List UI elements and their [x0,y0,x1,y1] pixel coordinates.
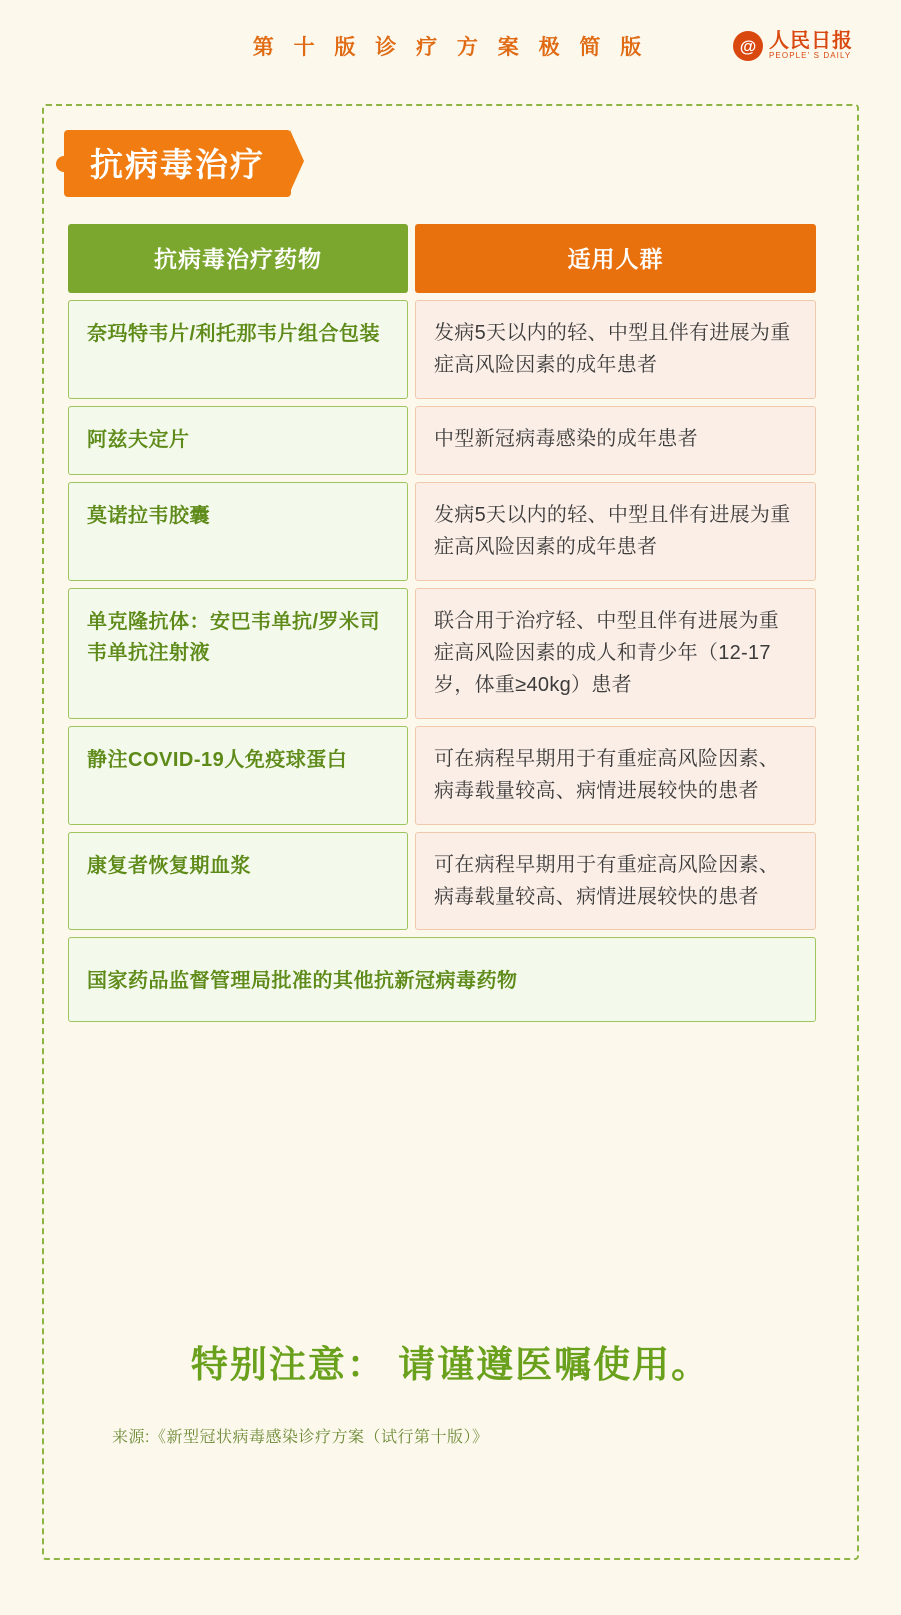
cell-drug-name: 单克隆抗体：安巴韦单抗/罗米司韦单抗注射液 [68,588,408,719]
cell-target-group: 可在病程早期用于有重症高风险因素、病毒载量较高、病情进展较快的患者 [415,832,816,931]
cell-drug-name: 莫诺拉韦胶囊 [68,482,408,581]
table-row [68,406,816,475]
section-tag-label: 抗病毒治疗 [64,130,291,197]
table-header-row [68,224,816,293]
cell-target-group: 联合用于治疗轻、中型且伴有进展为重症高风险因素的成人和青少年（12-17岁，体重≥40kg）患者 [415,588,816,719]
page-title: 第 十 版 诊 疗 方 案 极 简 版 [252,36,649,59]
column-header-group: 适用人群 [415,224,816,293]
column-header-drug: 抗病毒治疗药物 [68,224,408,293]
cell-drug-name: 静注COVID-19人免疫球蛋白 [68,726,408,825]
cell-target-group: 发病5天以内的轻、中型且伴有进展为重症高风险因素的成年患者 [415,300,816,399]
logo-name-cn: 人民日报 [769,30,853,53]
cell-target-group: 可在病程早期用于有重症高风险因素、病毒载量较高、病情进展较快的患者 [415,726,816,825]
table-row [68,832,816,931]
at-symbol-icon: @ [733,31,763,61]
section-tag-wrapper [56,130,291,197]
bullet-dot-icon [56,156,72,172]
table-row-full-width: 国家药品监督管理局批准的其他抗新冠病毒药物 [68,937,816,1022]
content-frame [42,104,859,1560]
table-row [68,726,816,825]
cell-target-group: 发病5天以内的轻、中型且伴有进展为重症高风险因素的成年患者 [415,482,816,581]
page-header [0,0,901,92]
table-row [68,588,816,719]
cell-drug-name: 奈玛特韦片/利托那韦片组合包装 [68,300,408,399]
special-notice: 特别注意： 请谨遵医嘱使用。 [190,1344,711,1385]
antiviral-treatment-table [68,224,816,1022]
table-row [68,300,816,399]
cell-target-group: 中型新冠病毒感染的成年患者 [415,406,816,475]
logo-text-group [769,31,853,60]
logo-name-en: PEOPLE' S DAILY [769,51,852,61]
table-row [68,482,816,581]
cell-drug-name: 阿兹夫定片 [68,406,408,475]
peoples-daily-logo [733,31,853,61]
source-citation: 来源:《新型冠状病毒感染诊疗方案（试行第十版）》 [112,1429,489,1446]
cell-drug-name: 康复者恢复期血浆 [68,832,408,931]
